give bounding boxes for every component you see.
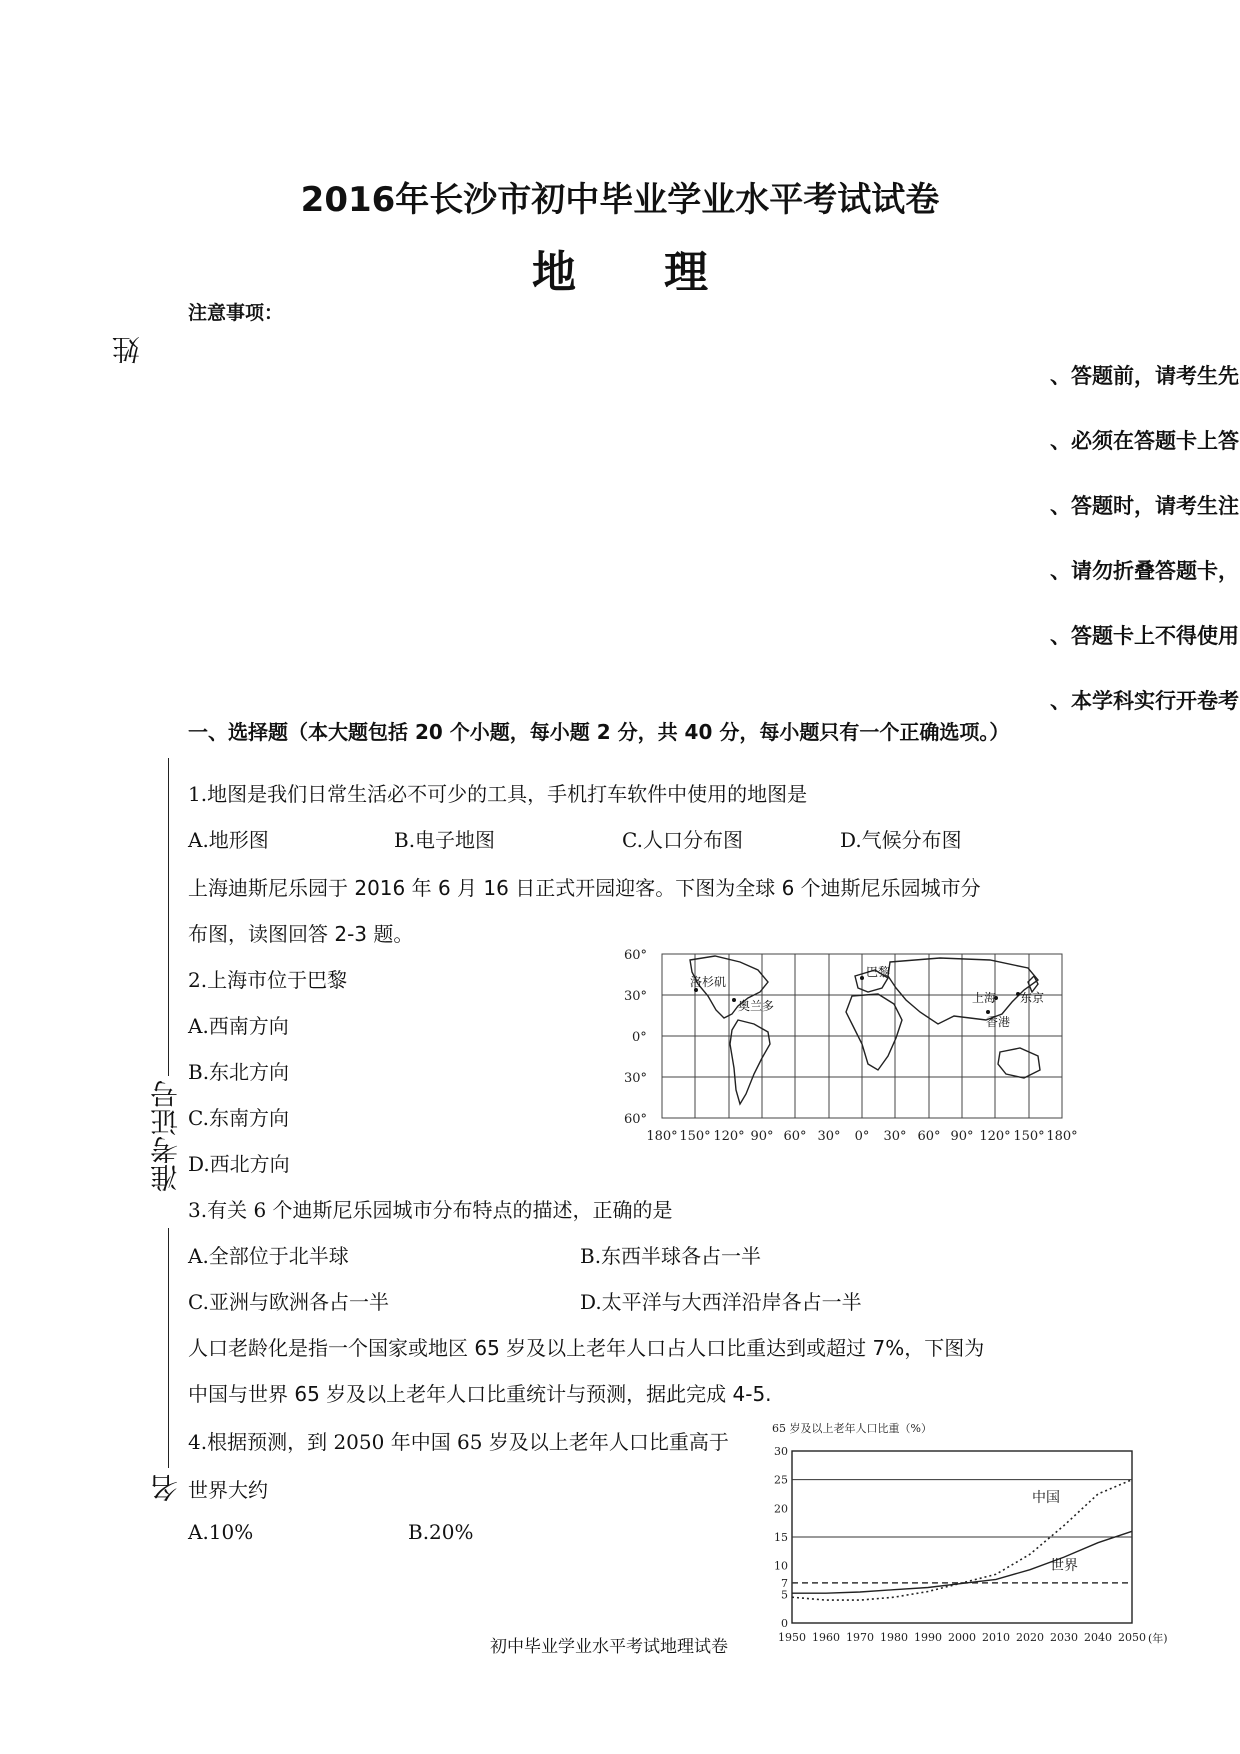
lon-label: 90° — [750, 1129, 774, 1144]
disney-intro-line-1: 上海迪斯尼乐园于 2016 年 6 月 16 日正式开园迎客。下图为全球 6 个迪斯尼乐园城市分 — [188, 876, 981, 900]
latitude-labels — [624, 948, 647, 1127]
y-tick-label: 30 — [774, 1445, 788, 1458]
sidebar-name: 名 — [149, 1474, 182, 1502]
city-label-orlando: 奥兰多 — [738, 999, 775, 1013]
lon-label: 0° — [854, 1129, 870, 1144]
x-tick-label: 2040 — [1084, 1631, 1112, 1644]
lon-label: 120° — [713, 1129, 745, 1144]
x-tick-label: 2030 — [1050, 1631, 1078, 1644]
y-tick-label: 5 — [781, 1588, 788, 1602]
sidebar-exam-id: 准考证号 — [149, 1080, 182, 1192]
question-2-stem: 2.上海市位于巴黎 — [188, 968, 348, 992]
sidebar-line — [168, 758, 169, 1076]
continent-outlines — [690, 956, 1040, 1104]
page-footer: 初中毕业学业水平考试地理试卷 — [490, 1637, 728, 1657]
y-tick-label: 7 — [781, 1576, 788, 1590]
y-tick-label: 0 — [781, 1617, 788, 1630]
question-3-option-c: C.亚洲与欧洲各占一半 — [188, 1290, 389, 1314]
chart-title: 65 岁及以上老年人口比重（%） — [772, 1422, 932, 1435]
lon-label: 30° — [817, 1129, 841, 1144]
question-4-option-a: A.10% — [188, 1520, 254, 1544]
question-4-stem-line-2: 世界大约 — [188, 1478, 268, 1502]
city-dot-orlando — [732, 998, 736, 1002]
notice-item: 、答题前，请考生先 — [1050, 364, 1239, 388]
notice-item: 、答题时，请考生注 — [1050, 494, 1239, 518]
question-4-option-b: B.20% — [408, 1520, 474, 1544]
question-3-option-b: B.东西半球各占一半 — [580, 1244, 762, 1268]
disney-intro-line-2: 布图，读图回答 2-3 题。 — [188, 922, 414, 946]
y-tick-label: 20 — [774, 1502, 788, 1516]
lon-label: 120° — [979, 1129, 1011, 1144]
city-label-paris: 巴黎 — [866, 965, 891, 979]
lat-label: 0° — [632, 1030, 647, 1045]
question-2-option-d: D.西北方向 — [188, 1152, 290, 1176]
x-tick-label: 1960 — [812, 1631, 840, 1644]
city-label-shanghai: 上海 — [972, 991, 997, 1005]
reference-lines — [792, 1480, 1132, 1583]
lon-label: 150° — [679, 1129, 711, 1144]
notice-item: 、必须在答题卡上答 — [1050, 429, 1239, 453]
lat-label: 30° — [624, 989, 648, 1004]
x-tick-labels — [778, 1631, 1146, 1644]
question-2-option-a: A.西南方向 — [188, 1014, 289, 1038]
city-dot-hong-kong — [986, 1010, 990, 1014]
x-tick-label: 2010 — [982, 1631, 1010, 1644]
lon-label: 180° — [1046, 1129, 1078, 1144]
notice-item: 、答题卡上不得使用 — [1050, 624, 1239, 648]
question-1-option-c: C.人口分布图 — [622, 828, 743, 852]
y-tick-label: 10 — [774, 1559, 788, 1573]
notice-item: 、请勿折叠答题卡， — [1050, 559, 1239, 583]
y-tick-label: 25 — [774, 1473, 788, 1487]
series-label-world: 世界 — [1050, 1558, 1078, 1574]
lon-label: 60° — [783, 1129, 807, 1144]
question-3-option-a: A.全部位于北半球 — [188, 1244, 349, 1268]
lon-label: 90° — [950, 1129, 974, 1144]
question-1-option-b: B.电子地图 — [394, 828, 496, 852]
city-label-tokyo: 东京 — [1020, 991, 1045, 1005]
notice-heading: 注意事项： — [188, 302, 284, 324]
subject-title: 地 理 — [532, 247, 708, 298]
x-tick-label: 2000 — [948, 1631, 976, 1644]
series-label-china: 中国 — [1032, 1490, 1060, 1506]
page-title: 2016年长沙市初中毕业学业水平考试试卷 — [300, 180, 940, 220]
question-3-option-d: D.太平洋与大西洋沿岸各占一半 — [580, 1290, 862, 1314]
x-tick-label: 2050 — [1118, 1631, 1146, 1644]
aging-line-chart — [750, 1420, 1170, 1652]
question-2-option-c: C.东南方向 — [188, 1106, 289, 1130]
x-tick-label: 2020 — [1016, 1631, 1044, 1644]
series-line-china — [792, 1480, 1132, 1600]
lat-label: 30° — [624, 1071, 648, 1086]
x-tick-label: 1950 — [778, 1631, 806, 1644]
y-tick-label: 15 — [774, 1531, 788, 1544]
lon-label: 60° — [917, 1129, 941, 1144]
sidebar-line — [168, 1228, 169, 1468]
x-tick-label: 1970 — [846, 1631, 874, 1644]
x-tick-label: 1990 — [914, 1631, 942, 1644]
sidebar-surname: 姓 — [111, 336, 144, 364]
notice-item: 、本学科实行开卷考 — [1050, 689, 1239, 713]
lat-label: 60° — [624, 948, 648, 963]
y-tick-labels — [774, 1445, 788, 1630]
question-1-option-a: A.地形图 — [188, 828, 269, 852]
x-axis-label: (年) — [1148, 1632, 1168, 1645]
x-tick-label: 1980 — [880, 1631, 908, 1644]
question-4-stem-line-1: 4.根据预测，到 2050 年中国 65 岁及以上老年人口比重高于 — [188, 1430, 729, 1454]
city-dot-paris — [860, 976, 864, 980]
city-labels — [690, 965, 1044, 1029]
series-line-world — [792, 1531, 1132, 1593]
aging-intro-line-1: 人口老龄化是指一个国家或地区 65 岁及以上老年人口占人口比重达到或超过 7%，下图为 — [188, 1336, 985, 1360]
lon-label: 30° — [883, 1129, 907, 1144]
lon-label: 180° — [646, 1129, 678, 1144]
longitude-labels — [646, 1129, 1077, 1144]
city-label-hong-kong: 香港 — [986, 1015, 1011, 1029]
lon-label: 150° — [1013, 1129, 1045, 1144]
world-map-figure — [620, 940, 1090, 1155]
question-1-option-d: D.气候分布图 — [840, 828, 962, 852]
section-heading: 一、选择题（本大题包括 20 个小题，每小题 2 分，共 40 分，每小题只有一个正确选项。） — [188, 720, 1010, 744]
question-2-option-b: B.东北方向 — [188, 1060, 290, 1084]
question-1-stem: 1.地图是我们日常生活必不可少的工具，手机打车软件中使用的地图是 — [188, 782, 808, 806]
aging-intro-line-2: 中国与世界 65 岁及以上老年人口比重统计与预测，据此完成 4-5. — [188, 1382, 772, 1406]
city-label-los-angeles: 洛杉矶 — [690, 975, 727, 989]
lat-label: 60° — [624, 1112, 648, 1127]
question-3-stem: 3.有关 6 个迪斯尼乐园城市分布特点的描述，正确的是 — [188, 1198, 673, 1222]
